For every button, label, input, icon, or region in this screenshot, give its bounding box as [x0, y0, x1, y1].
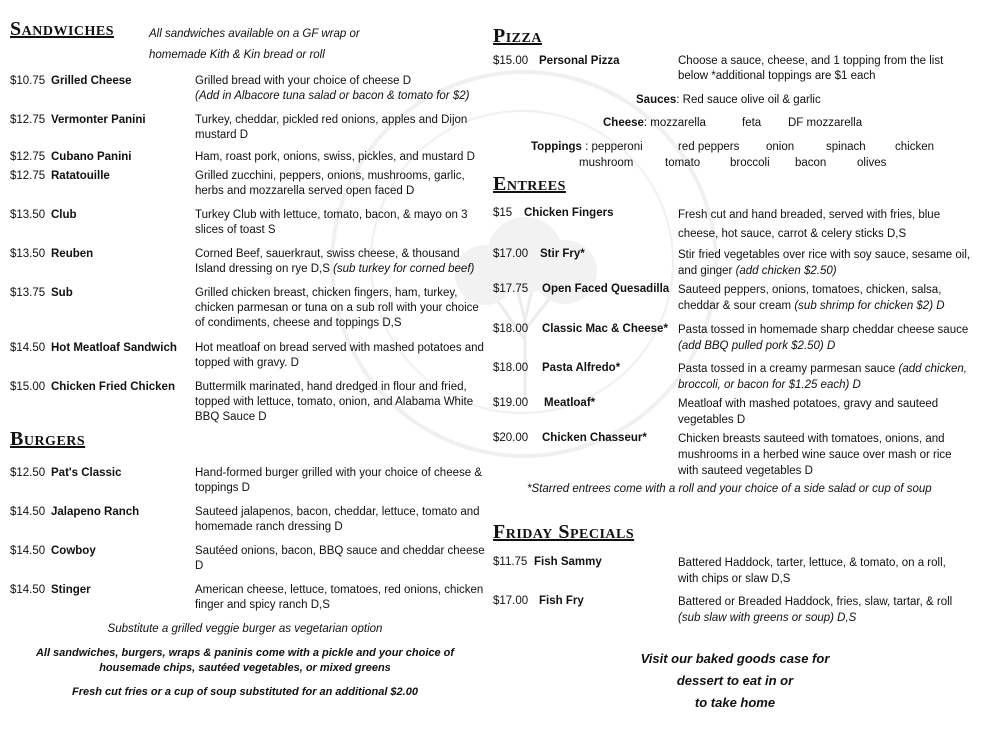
item-price: $10.75 [10, 75, 46, 87]
item-description: Sauteed jalapenos, bacon, cheddar, lettuce, tomato and homemade ranch dressing D [195, 506, 480, 533]
starred-entrees-note: *Starred entrees come with a roll and your choice of a side salad or cup of soup [527, 483, 932, 495]
sides-note-2: housemade chips, sautéed vegetables, or mixed greens [99, 662, 391, 674]
item-price: $17.75 [493, 283, 529, 295]
item-description: Grilled zucchini, peppers, onions, mushrooms, garlic, herbs and mozzarella served open faced D [195, 170, 465, 197]
sandwiches-note-1: All sandwiches available on a GF wrap or [149, 28, 360, 40]
item-price: $13.50 [10, 209, 46, 221]
item-price: $13.50 [10, 248, 46, 260]
friday-specials-heading: Friday Specials [493, 521, 635, 543]
item-description: Pasta tossed in a creamy parmesan sauce (add chicken, broccoli, or bacon for $1.25 each) D [678, 363, 967, 391]
fries-note: Fresh cut fries or a cup of soup substituted for an additional $2.00 [72, 686, 418, 698]
item-description: Battered or Breaded Haddock, fries, slaw, tartar, & roll (sub slaw with greens or soup) D,S [678, 596, 953, 624]
item-name: Cubano Panini [51, 151, 132, 163]
item-price: $19.00 [493, 397, 529, 409]
topping-option: : pepperoni [585, 141, 643, 153]
item-description: Hot meatloaf on bread served with mashed potatoes and topped with gravy. D [195, 342, 484, 369]
cheese-row [603, 116, 903, 131]
entrees-heading: Entrees [493, 173, 566, 195]
item-price: $20.00 [493, 432, 529, 444]
topping-option: onion [766, 141, 795, 153]
item-description: Ham, roast pork, onions, swiss, pickles, and mustard D [195, 151, 475, 163]
item-price: $12.50 [10, 467, 46, 479]
item-name: Sub [51, 287, 73, 299]
callout-line: dessert to eat in or [676, 673, 794, 688]
item-price: $12.75 [10, 151, 46, 163]
item-description: Pasta tossed in homemade sharp cheddar cheese sauce (add BBQ pulled pork $2.50) D [678, 324, 969, 352]
topping-option: tomato [665, 157, 701, 169]
callout-line: to take home [694, 695, 776, 710]
item-price: $12.75 [10, 170, 46, 182]
item-price: $11.75 [493, 556, 528, 568]
callout-line: Visit our baked goods case for [640, 651, 830, 666]
item-price: $17.00 [493, 248, 529, 260]
item-description: Hand-formed burger grilled with your choice of cheese & toppings D [195, 467, 483, 494]
item-name: Pasta Alfredo* [542, 362, 621, 374]
cheese-label: Cheese [603, 117, 644, 129]
item-description: Turkey Club with lettuce, tomato, bacon, & mayo on 3 slices of toast S [195, 209, 468, 236]
item-price: $14.50 [10, 545, 46, 557]
baked-goods-callout [600, 648, 870, 714]
item-price: $14.50 [10, 342, 46, 354]
burgers-heading: Burgers [10, 428, 86, 450]
topping-option: olives [857, 157, 887, 169]
item-price: $15.00 [493, 55, 529, 67]
cheese-option: : mozzarella [643, 117, 706, 129]
sandwiches-heading: Sandwiches [10, 18, 115, 40]
sauces-row: Sauces: Red sauce olive oil & garlic [636, 94, 821, 106]
sauces-list: Red sauce olive oil & garlic [682, 94, 821, 106]
item-price: $18.00 [493, 323, 529, 335]
item-description: Fresh cut and hand breaded, served with fries, blue cheese, hot sauce, carrot & celery sticks D,S [678, 209, 941, 240]
item-name: Stinger [51, 584, 91, 596]
item-price: $18.00 [493, 362, 529, 374]
item-description: American cheese, lettuce, tomatoes, red onions, chicken finger and spicy ranch D,S [195, 584, 484, 611]
item-name: Fish Fry [539, 595, 584, 607]
item-price: $13.75 [10, 287, 46, 299]
toppings-row-2 [579, 156, 979, 171]
item-description: Chicken breasts sauteed with tomatoes, onions, and mushrooms in a herbed wine sauce over mash or rice with sauteed vegetables D [678, 433, 952, 477]
item-name: Meatloaf* [544, 397, 596, 409]
toppings-row-1 [531, 140, 971, 155]
item-name: Pat's Classic [51, 467, 122, 479]
veggie-note: Substitute a grilled veggie burger as vegetarian option [107, 623, 383, 635]
item-price: $14.50 [10, 506, 46, 518]
toppings-label: Toppings [531, 141, 582, 153]
item-price: $12.75 [10, 114, 46, 126]
item-name: Stir Fry* [540, 248, 585, 260]
item-description: Sautéed onions, bacon, BBQ sauce and cheddar cheese D [195, 545, 485, 572]
item-name: Reuben [51, 248, 94, 260]
cheese-option: feta [742, 117, 762, 129]
item-price: $14.50 [10, 584, 46, 596]
sauces-label: Sauces [636, 94, 677, 106]
item-name: Club [51, 209, 77, 221]
item-name: Chicken Fried Chicken [51, 381, 175, 393]
pizza-heading: Pizza [493, 25, 542, 47]
item-description: Grilled bread with your choice of cheese D (Add in Albacore tuna salad or bacon & tomato for $2) [195, 75, 470, 102]
item-description: Grilled chicken breast, chicken fingers, ham, turkey, chicken parmesan or tuna on a sub roll with your choice of condiments, cheese and toppings D,S [195, 287, 479, 329]
item-description: Meatloaf with mashed potatoes, gravy and sauteed vegetables D [678, 398, 939, 426]
item-description: Choose a sauce, cheese, and 1 topping from the list below *additional toppings are $1 each [678, 55, 944, 82]
item-description: Sauteed peppers, onions, tomatoes, chicken, salsa, cheddar & sour cream (sub shrimp for chicken $2) D [678, 284, 945, 312]
item-name: Grilled Cheese [51, 75, 132, 87]
item-price: $15 [493, 207, 513, 219]
item-name: Jalapeno Ranch [51, 506, 140, 518]
item-name: Open Faced Quesadilla [542, 283, 670, 295]
topping-option: chicken [895, 141, 934, 153]
item-description: Buttermilk marinated, hand dredged in flour and fried, topped with lettuce, tomato, onion, and Alabama White BBQ Sauce D [195, 381, 474, 423]
topping-option: broccoli [730, 157, 770, 169]
item-description: Turkey, cheddar, pickled red onions, apples and Dijon mustard D [195, 114, 468, 141]
item-description: Stir fried vegetables over rice with soy sauce, sesame oil, and ginger (add chicken $2.50) [678, 249, 971, 277]
topping-option: bacon [795, 157, 827, 169]
cheese-option: DF mozzarella [788, 117, 863, 129]
item-description: Corned Beef, sauerkraut, swiss cheese, & thousand Island dressing on rye D,S (sub turkey for corned beef) [195, 248, 475, 275]
sandwiches-note-2: homemade Kith & Kin bread or roll [149, 49, 325, 61]
item-name: Chicken Chasseur* [542, 432, 647, 444]
item-description: Battered Haddock, tarter, lettuce, & tomato, on a roll, with chips or slaw D,S [678, 557, 946, 585]
item-name: Ratatouille [51, 170, 110, 182]
item-price: $15.00 [10, 381, 46, 393]
topping-option: spinach [826, 141, 866, 153]
item-name: Personal Pizza [539, 55, 620, 67]
item-name: Fish Sammy [534, 556, 602, 568]
item-name: Classic Mac & Cheese* [542, 323, 668, 335]
topping-option: red peppers [678, 141, 740, 153]
item-name: Chicken Fingers [524, 207, 614, 219]
item-name: Vermonter Panini [51, 114, 146, 126]
item-price: $17.00 [493, 595, 529, 607]
topping-option: mushroom [579, 157, 634, 169]
item-name: Cowboy [51, 545, 96, 557]
item-name: Hot Meatloaf Sandwich [51, 342, 177, 354]
sides-note-1: All sandwiches, burgers, wraps & paninis come with a pickle and your choice of [35, 647, 455, 659]
